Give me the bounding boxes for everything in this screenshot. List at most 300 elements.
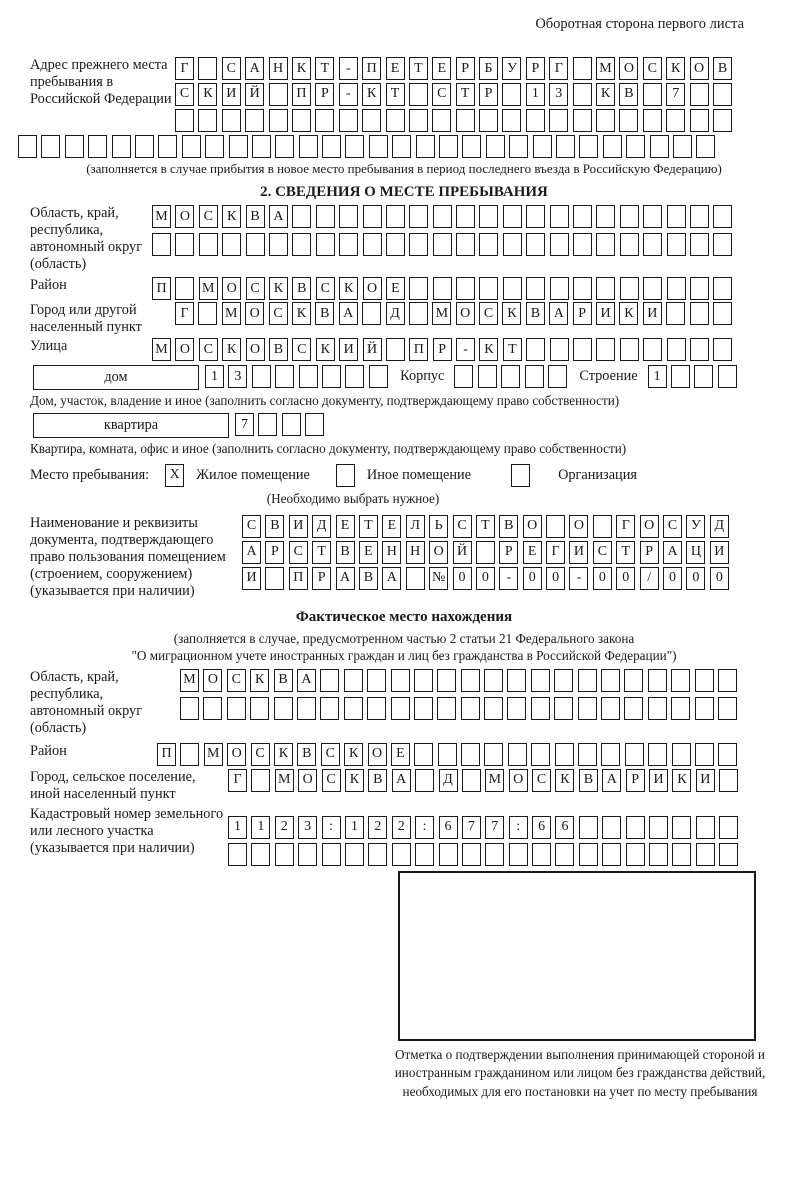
form-cell[interactable]: Т [315, 57, 334, 80]
form-cell[interactable] [503, 205, 522, 228]
form-cell[interactable] [320, 669, 339, 692]
form-cell[interactable] [462, 769, 481, 792]
form-cell[interactable] [601, 743, 620, 766]
form-cell[interactable]: В [274, 669, 293, 692]
form-cell[interactable] [620, 233, 639, 256]
form-cell[interactable]: Н [382, 541, 401, 564]
form-cell[interactable]: П [292, 83, 311, 106]
form-cell[interactable]: С [663, 515, 682, 538]
form-cell[interactable] [484, 669, 503, 692]
form-cell[interactable]: И [289, 515, 308, 538]
form-cell[interactable] [292, 205, 311, 228]
form-cell[interactable]: И [596, 302, 615, 325]
form-cell[interactable] [713, 233, 732, 256]
form-cell[interactable]: О [175, 338, 194, 361]
form-cell[interactable]: С [199, 338, 218, 361]
form-cell[interactable] [386, 205, 405, 228]
form-cell[interactable] [601, 669, 620, 692]
form-cell[interactable]: Е [359, 541, 378, 564]
form-cell[interactable]: О [227, 743, 246, 766]
form-cell[interactable]: Н [406, 541, 425, 564]
form-cell[interactable] [596, 338, 615, 361]
form-cell[interactable] [297, 697, 316, 720]
form-cell[interactable] [718, 697, 737, 720]
form-cell[interactable]: А [549, 302, 568, 325]
form-cell[interactable] [344, 669, 363, 692]
form-cell[interactable] [275, 135, 294, 158]
form-cell[interactable] [573, 205, 592, 228]
form-cell[interactable] [579, 816, 598, 839]
form-cell[interactable] [554, 669, 573, 692]
form-cell[interactable] [643, 205, 662, 228]
form-cell[interactable]: В [297, 743, 316, 766]
form-cell[interactable] [719, 843, 738, 866]
form-cell[interactable] [391, 669, 410, 692]
form-cell[interactable]: Д [386, 302, 405, 325]
form-cell[interactable] [222, 233, 241, 256]
form-cell[interactable] [415, 843, 434, 866]
form-cell[interactable]: 0 [593, 567, 612, 590]
form-cell[interactable] [690, 302, 709, 325]
form-cell[interactable] [88, 135, 107, 158]
form-cell[interactable] [158, 135, 177, 158]
form-cell[interactable] [485, 843, 504, 866]
form-cell[interactable]: Р [499, 541, 518, 564]
form-cell[interactable] [671, 365, 690, 388]
form-cell[interactable]: Р [265, 541, 284, 564]
form-cell[interactable] [650, 135, 669, 158]
checkbox-organization[interactable] [511, 464, 530, 487]
form-cell[interactable]: 1 [526, 83, 545, 106]
form-cell[interactable] [667, 277, 686, 300]
form-cell[interactable] [414, 669, 433, 692]
form-cell[interactable] [690, 277, 709, 300]
form-cell[interactable] [503, 277, 522, 300]
form-cell[interactable]: Г [546, 541, 565, 564]
form-cell[interactable] [416, 135, 435, 158]
form-cell[interactable]: М [222, 302, 241, 325]
form-cell[interactable]: В [368, 769, 387, 792]
form-cell[interactable] [719, 769, 738, 792]
form-cell[interactable]: О [222, 277, 241, 300]
checkbox-other-premises[interactable] [336, 464, 355, 487]
form-cell[interactable]: В [292, 277, 311, 300]
form-cell[interactable]: К [339, 277, 358, 300]
form-cell[interactable] [579, 843, 598, 866]
form-cell[interactable] [578, 743, 597, 766]
form-cell[interactable] [252, 365, 271, 388]
form-cell[interactable]: Е [432, 57, 451, 80]
form-cell[interactable]: Й [363, 338, 382, 361]
form-cell[interactable]: У [502, 57, 521, 80]
form-cell[interactable] [339, 233, 358, 256]
form-cell[interactable]: О [203, 669, 222, 692]
form-cell[interactable] [643, 233, 662, 256]
form-cell[interactable]: 0 [710, 567, 729, 590]
form-cell[interactable]: С [532, 769, 551, 792]
form-cell[interactable]: - [569, 567, 588, 590]
form-cell[interactable] [198, 109, 217, 132]
form-cell[interactable] [274, 697, 293, 720]
form-cell[interactable] [392, 843, 411, 866]
form-cell[interactable] [671, 697, 690, 720]
form-cell[interactable]: А [245, 57, 264, 80]
form-cell[interactable] [666, 302, 685, 325]
form-cell[interactable] [719, 816, 738, 839]
form-cell[interactable] [362, 302, 381, 325]
form-cell[interactable]: С [453, 515, 472, 538]
form-cell[interactable] [573, 57, 592, 80]
form-cell[interactable] [316, 233, 335, 256]
form-cell[interactable] [548, 365, 567, 388]
form-cell[interactable] [626, 135, 645, 158]
form-cell[interactable] [175, 109, 194, 132]
form-cell[interactable]: Т [456, 83, 475, 106]
form-cell[interactable] [696, 843, 715, 866]
form-cell[interactable] [222, 109, 241, 132]
form-cell[interactable] [438, 743, 457, 766]
form-cell[interactable] [456, 205, 475, 228]
form-cell[interactable]: П [289, 567, 308, 590]
form-cell[interactable] [456, 277, 475, 300]
form-cell[interactable] [315, 109, 334, 132]
form-cell[interactable] [362, 109, 381, 132]
form-cell[interactable] [649, 816, 668, 839]
form-cell[interactable] [409, 83, 428, 106]
form-cell[interactable]: М [275, 769, 294, 792]
form-cell[interactable] [578, 669, 597, 692]
form-cell[interactable]: Е [391, 743, 410, 766]
form-cell[interactable] [175, 233, 194, 256]
form-cell[interactable] [251, 843, 270, 866]
form-cell[interactable] [461, 669, 480, 692]
form-cell[interactable] [479, 233, 498, 256]
form-cell[interactable]: О [175, 205, 194, 228]
form-cell[interactable]: О [246, 338, 265, 361]
form-cell[interactable] [619, 109, 638, 132]
form-cell[interactable]: С [175, 83, 194, 106]
form-cell[interactable]: С [289, 541, 308, 564]
form-cell[interactable] [526, 338, 545, 361]
form-cell[interactable] [175, 277, 194, 300]
form-cell[interactable] [439, 843, 458, 866]
form-cell[interactable] [643, 277, 662, 300]
form-cell[interactable] [275, 843, 294, 866]
form-cell[interactable] [695, 697, 714, 720]
form-cell[interactable]: К [344, 743, 363, 766]
form-cell[interactable] [437, 669, 456, 692]
form-cell[interactable]: 6 [555, 816, 574, 839]
form-cell[interactable] [292, 233, 311, 256]
form-cell[interactable]: О [619, 57, 638, 80]
form-cell[interactable]: В [619, 83, 638, 106]
form-cell[interactable] [344, 697, 363, 720]
form-cell[interactable] [292, 109, 311, 132]
form-cell[interactable]: О [456, 302, 475, 325]
form-cell[interactable]: - [499, 567, 518, 590]
form-cell[interactable]: 6 [439, 816, 458, 839]
form-cell[interactable] [265, 567, 284, 590]
form-cell[interactable]: - [339, 57, 358, 80]
form-cell[interactable] [339, 109, 358, 132]
form-cell[interactable] [602, 816, 621, 839]
form-cell[interactable] [386, 338, 405, 361]
form-cell[interactable] [667, 233, 686, 256]
form-cell[interactable]: Н [269, 57, 288, 80]
form-cell[interactable]: О [245, 302, 264, 325]
form-cell[interactable] [367, 669, 386, 692]
form-cell[interactable] [671, 669, 690, 692]
form-cell[interactable] [556, 135, 575, 158]
form-cell[interactable] [695, 743, 714, 766]
form-cell[interactable]: М [432, 302, 451, 325]
form-cell[interactable] [643, 338, 662, 361]
form-cell[interactable]: Л [406, 515, 425, 538]
form-cell[interactable]: К [292, 57, 311, 80]
form-cell[interactable] [502, 109, 521, 132]
form-cell[interactable] [672, 843, 691, 866]
form-cell[interactable]: С [593, 541, 612, 564]
form-cell[interactable]: 1 [205, 365, 224, 388]
form-cell[interactable]: С [242, 515, 261, 538]
form-cell[interactable]: К [596, 83, 615, 106]
form-cell[interactable] [476, 541, 495, 564]
form-cell[interactable] [486, 135, 505, 158]
form-cell[interactable] [526, 109, 545, 132]
form-cell[interactable] [345, 843, 364, 866]
form-cell[interactable]: 7 [462, 816, 481, 839]
form-cell[interactable]: 2 [368, 816, 387, 839]
form-cell[interactable] [550, 338, 569, 361]
form-cell[interactable]: С [227, 669, 246, 692]
form-cell[interactable]: С [292, 338, 311, 361]
form-cell[interactable] [690, 233, 709, 256]
form-cell[interactable] [414, 743, 433, 766]
form-cell[interactable] [501, 365, 520, 388]
form-cell[interactable] [245, 109, 264, 132]
form-cell[interactable] [135, 135, 154, 158]
form-cell[interactable]: 7 [666, 83, 685, 106]
form-cell[interactable] [461, 697, 480, 720]
form-cell[interactable]: И [242, 567, 261, 590]
form-cell[interactable]: Д [710, 515, 729, 538]
form-cell[interactable]: С [246, 277, 265, 300]
form-cell[interactable]: Д [312, 515, 331, 538]
form-cell[interactable] [298, 843, 317, 866]
form-cell[interactable] [666, 109, 685, 132]
form-cell[interactable]: 2 [275, 816, 294, 839]
form-cell[interactable] [409, 233, 428, 256]
form-cell[interactable]: Т [503, 338, 522, 361]
form-cell[interactable]: К [345, 769, 364, 792]
form-cell[interactable] [228, 843, 247, 866]
checkbox-residential[interactable]: X [165, 464, 184, 487]
form-cell[interactable] [316, 205, 335, 228]
form-cell[interactable]: Т [386, 83, 405, 106]
form-cell[interactable] [462, 135, 481, 158]
form-cell[interactable] [713, 205, 732, 228]
form-cell[interactable] [624, 669, 643, 692]
form-cell[interactable] [391, 697, 410, 720]
form-cell[interactable]: К [362, 83, 381, 106]
form-cell[interactable]: И [643, 302, 662, 325]
form-cell[interactable] [690, 338, 709, 361]
form-cell[interactable] [367, 697, 386, 720]
form-cell[interactable] [305, 413, 324, 436]
form-cell[interactable] [65, 135, 84, 158]
form-cell[interactable] [363, 205, 382, 228]
form-cell[interactable] [690, 83, 709, 106]
form-cell[interactable]: К [292, 302, 311, 325]
form-cell[interactable]: 3 [228, 365, 247, 388]
form-cell[interactable]: Р [526, 57, 545, 80]
form-cell[interactable] [282, 413, 301, 436]
form-cell[interactable] [479, 277, 498, 300]
form-cell[interactable]: В [265, 515, 284, 538]
form-cell[interactable]: В [713, 57, 732, 80]
form-cell[interactable]: 0 [453, 567, 472, 590]
form-cell[interactable]: А [242, 541, 261, 564]
form-cell[interactable]: Е [386, 57, 405, 80]
form-cell[interactable] [626, 843, 645, 866]
form-cell[interactable] [345, 135, 364, 158]
form-cell[interactable] [484, 743, 503, 766]
form-cell[interactable] [596, 109, 615, 132]
form-cell[interactable]: С [222, 57, 241, 80]
form-cell[interactable] [526, 205, 545, 228]
form-cell[interactable] [269, 109, 288, 132]
form-cell[interactable] [392, 135, 411, 158]
form-cell[interactable]: 0 [616, 567, 635, 590]
form-cell[interactable] [533, 135, 552, 158]
form-cell[interactable] [437, 697, 456, 720]
form-cell[interactable] [713, 83, 732, 106]
form-cell[interactable] [509, 843, 528, 866]
form-cell[interactable]: Р [315, 83, 334, 106]
form-cell[interactable] [643, 83, 662, 106]
form-cell[interactable]: П [152, 277, 171, 300]
form-cell[interactable] [479, 205, 498, 228]
form-cell[interactable]: : [322, 816, 341, 839]
form-cell[interactable]: Ц [686, 541, 705, 564]
form-cell[interactable]: 0 [686, 567, 705, 590]
form-cell[interactable]: С [432, 83, 451, 106]
form-cell[interactable]: 3 [549, 83, 568, 106]
form-cell[interactable]: : [509, 816, 528, 839]
form-cell[interactable] [433, 233, 452, 256]
form-cell[interactable] [345, 365, 364, 388]
form-cell[interactable]: Б [479, 57, 498, 80]
form-cell[interactable] [672, 816, 691, 839]
form-cell[interactable] [454, 365, 473, 388]
form-cell[interactable]: Е [386, 277, 405, 300]
form-cell[interactable]: 1 [345, 816, 364, 839]
form-cell[interactable]: Т [359, 515, 378, 538]
form-cell[interactable] [269, 83, 288, 106]
form-cell[interactable] [624, 697, 643, 720]
form-cell[interactable] [620, 205, 639, 228]
form-cell[interactable]: 6 [532, 816, 551, 839]
form-cell[interactable] [573, 277, 592, 300]
form-cell[interactable]: К [502, 302, 521, 325]
form-cell[interactable] [718, 743, 737, 766]
form-cell[interactable]: В [526, 302, 545, 325]
form-cell[interactable] [409, 205, 428, 228]
form-cell[interactable]: Р [573, 302, 592, 325]
form-cell[interactable]: М [152, 338, 171, 361]
form-cell[interactable]: Т [476, 515, 495, 538]
form-cell[interactable]: К [269, 277, 288, 300]
form-cell[interactable]: Г [228, 769, 247, 792]
form-cell[interactable]: П [157, 743, 176, 766]
form-cell[interactable] [433, 205, 452, 228]
form-cell[interactable]: В [315, 302, 334, 325]
form-cell[interactable] [299, 365, 318, 388]
form-cell[interactable]: М [485, 769, 504, 792]
form-cell[interactable]: В [336, 541, 355, 564]
form-cell[interactable] [718, 365, 737, 388]
form-cell[interactable] [573, 233, 592, 256]
form-cell[interactable]: Г [616, 515, 635, 538]
form-cell[interactable] [152, 233, 171, 256]
form-cell[interactable] [554, 697, 573, 720]
form-cell[interactable]: У [686, 515, 705, 538]
form-cell[interactable]: : [415, 816, 434, 839]
form-cell[interactable]: 0 [546, 567, 565, 590]
form-cell[interactable]: А [339, 302, 358, 325]
form-cell[interactable]: Р [640, 541, 659, 564]
form-cell[interactable] [433, 277, 452, 300]
form-cell[interactable]: Ь [429, 515, 448, 538]
form-cell[interactable]: А [663, 541, 682, 564]
form-cell[interactable]: С [643, 57, 662, 80]
form-cell[interactable] [667, 338, 686, 361]
form-cell[interactable] [696, 135, 715, 158]
form-cell[interactable]: В [359, 567, 378, 590]
form-cell[interactable]: С [321, 743, 340, 766]
form-cell[interactable] [439, 135, 458, 158]
form-cell[interactable] [695, 669, 714, 692]
form-cell[interactable] [603, 135, 622, 158]
form-cell[interactable]: Г [549, 57, 568, 80]
form-cell[interactable] [601, 697, 620, 720]
form-cell[interactable] [182, 135, 201, 158]
form-cell[interactable] [648, 697, 667, 720]
form-cell[interactable]: - [456, 338, 475, 361]
form-cell[interactable]: И [710, 541, 729, 564]
form-cell[interactable]: И [649, 769, 668, 792]
form-cell[interactable] [484, 697, 503, 720]
form-cell[interactable]: К [619, 302, 638, 325]
form-cell[interactable] [112, 135, 131, 158]
form-cell[interactable] [363, 233, 382, 256]
form-cell[interactable]: С [322, 769, 341, 792]
form-cell[interactable]: К [666, 57, 685, 80]
form-cell[interactable]: К [222, 205, 241, 228]
form-cell[interactable]: 1 [648, 365, 667, 388]
form-cell[interactable]: К [198, 83, 217, 106]
form-cell[interactable]: 7 [235, 413, 254, 436]
form-cell[interactable]: А [392, 769, 411, 792]
form-cell[interactable] [690, 109, 709, 132]
form-cell[interactable]: А [269, 205, 288, 228]
form-cell[interactable]: 0 [523, 567, 542, 590]
form-cell[interactable]: М [152, 205, 171, 228]
form-cell[interactable] [526, 233, 545, 256]
form-cell[interactable]: О [509, 769, 528, 792]
form-cell[interactable] [550, 205, 569, 228]
form-cell[interactable]: М [204, 743, 223, 766]
